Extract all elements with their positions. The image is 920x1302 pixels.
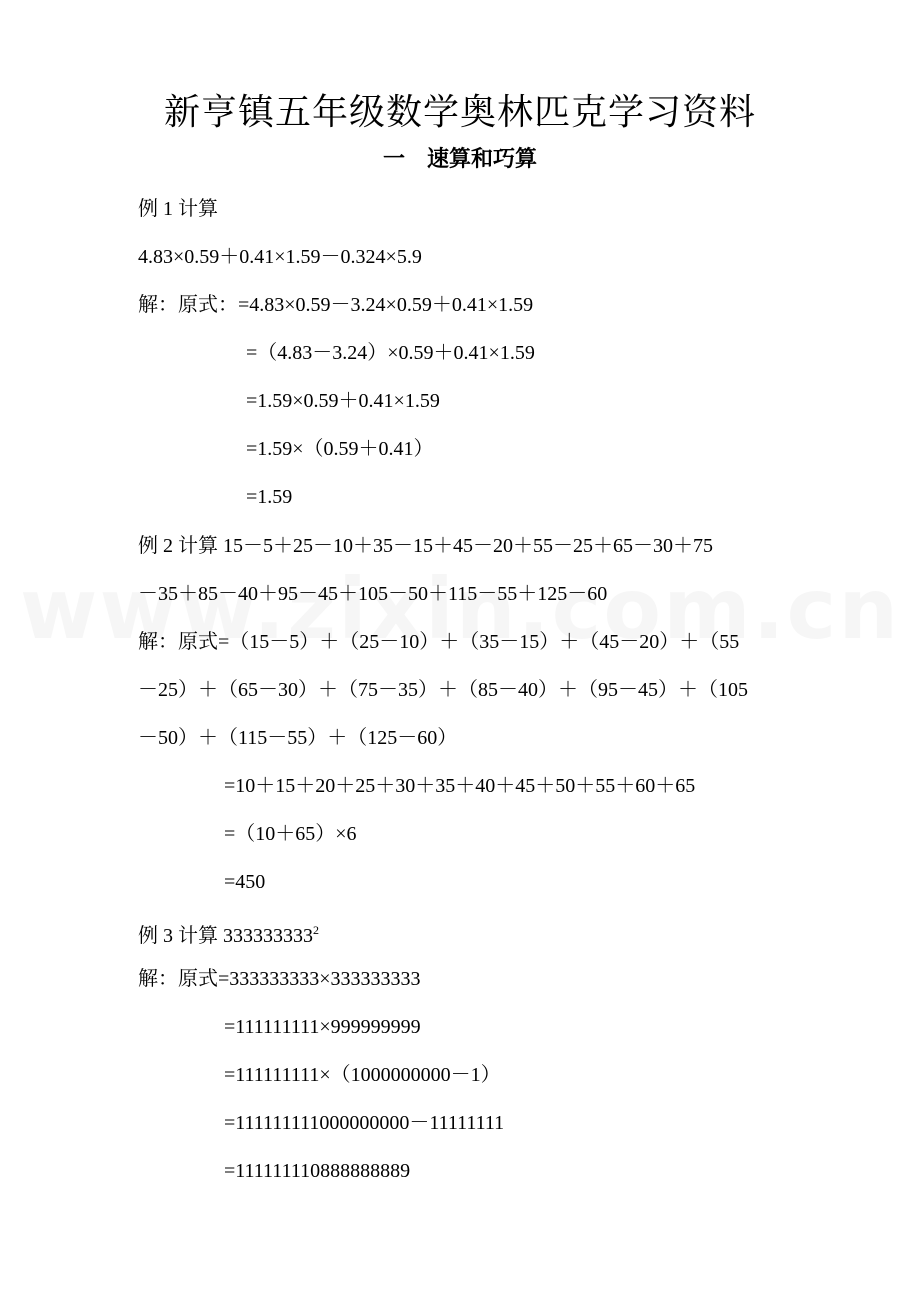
example-2-solution-line: －25）＋（65－30）＋（75－35）＋（85－40）＋（95－45）＋（105 (138, 679, 748, 701)
example-2-solution-step: =10＋15＋20＋25＋30＋35＋40＋45＋50＋55＋60＋65 (224, 775, 696, 797)
example-3-solution-line: 解：原式=333333333×333333333 (138, 968, 421, 990)
example-1-solution-step: =1.59×0.59＋0.41×1.59 (246, 390, 440, 412)
document-title: 新亨镇五年级数学奥林匹克学习资料 (163, 92, 756, 132)
example-2-solution-step: =（10＋65）×6 (224, 823, 357, 845)
example-2-solution-line: 解：原式=（15－5）＋（25－10）＋（35－15）＋（45－20）＋（55 (138, 631, 740, 653)
example-1-solution-line: 解：原式：=4.83×0.59－3.24×0.59＋0.41×1.59 (138, 294, 534, 316)
example-3-problem (138, 915, 319, 951)
example-3-solution-step: =111111111×（1000000000－1） (224, 1064, 501, 1086)
example-2-problem: 例 2 计算 15－5＋25－10＋35－15＋45－20＋55－25＋65－30＋75 (138, 535, 713, 557)
example-1-problem: 4.83×0.59＋0.41×1.59－0.324×5.9 (138, 246, 422, 268)
example-3-solution-step: =111111111000000000－11111111 (224, 1112, 505, 1134)
example-3-answer: =111111110888888889 (224, 1160, 411, 1182)
example-3-exponent: 2 (313, 923, 319, 937)
section-heading: 一 速算和巧算 (382, 147, 537, 172)
example-1-answer: =1.59 (246, 486, 293, 508)
example-2-answer: =450 (224, 871, 266, 893)
example-1-label: 例 1 计算 (138, 198, 218, 220)
example-2-problem-continued: －35＋85－40＋95－45＋105－50＋115－55＋125－60 (138, 583, 608, 605)
example-1-solution-step: =1.59×（0.59＋0.41） (246, 438, 434, 460)
example-1-solution-step: =（4.83－3.24）×0.59＋0.41×1.59 (246, 342, 535, 364)
example-3-solution-step: =111111111×999999999 (224, 1016, 421, 1038)
example-2-solution-line: －50）＋（115－55）＋（125－60） (138, 727, 458, 749)
example-3-problem-text: 例 3 计算 333333333 (138, 925, 313, 947)
